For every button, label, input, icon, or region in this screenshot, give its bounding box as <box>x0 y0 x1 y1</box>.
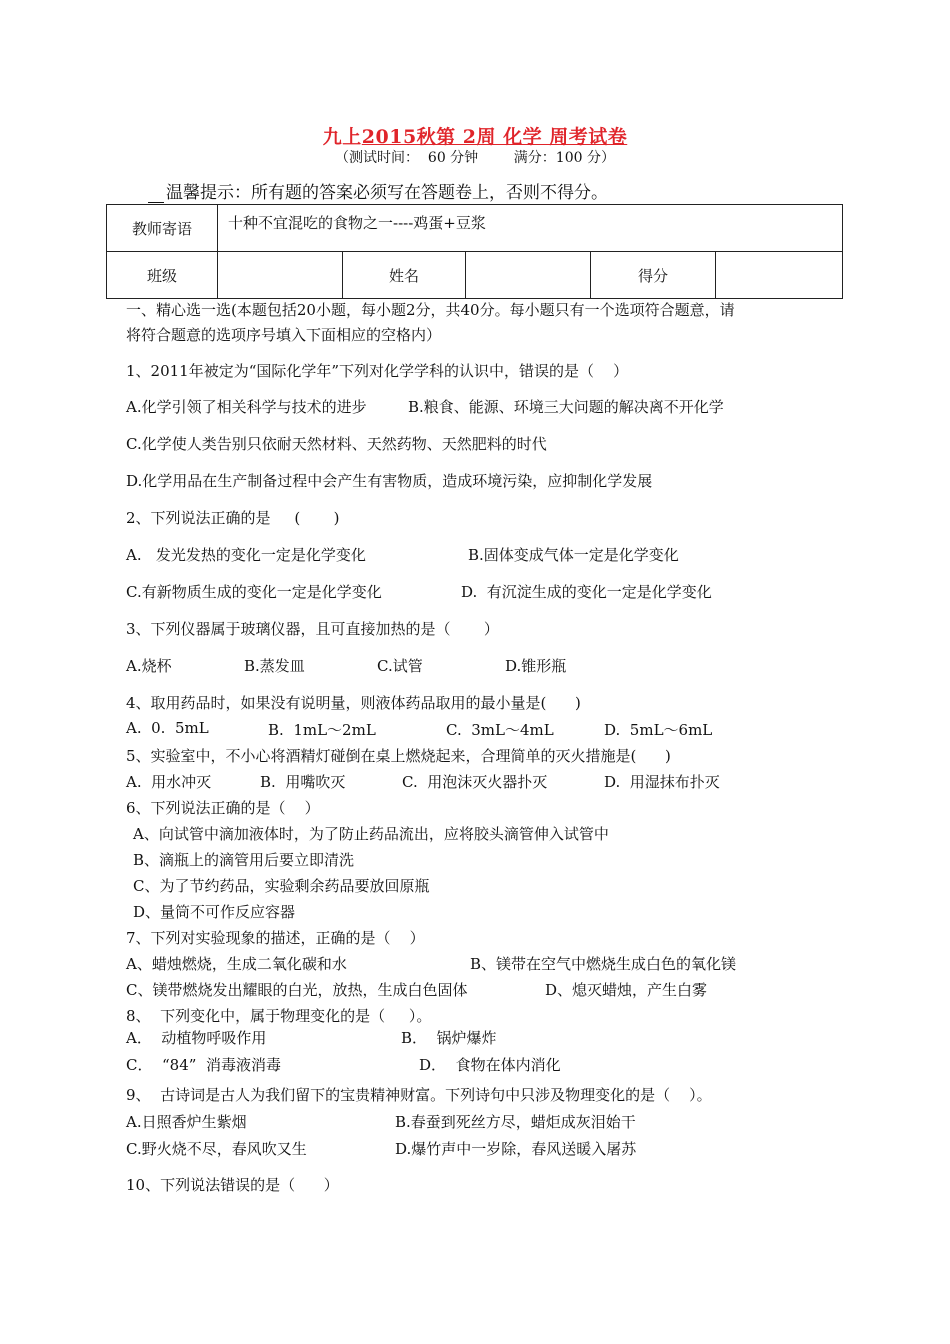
q6-option-d: D、量筒不可作反应容器 <box>133 903 296 921</box>
q10-stem: 10、下列说法错误的是（ ） <box>126 1176 339 1194</box>
q8-option-c: C． “84” 消毒液消毒 <box>126 1056 281 1074</box>
q8-stem: 8、 下列变化中，属于物理变化的是（ ）。 <box>126 1007 432 1025</box>
title-underlined: 2015秋第 2周 化学 周考试卷 <box>361 126 628 148</box>
q1-option-b: B.粮食、能源、环境三大问题的解决离不开化学 <box>408 398 724 416</box>
class-field[interactable] <box>218 252 343 299</box>
q9-option-d: D.爆竹声中一岁除，春风送暖入屠苏 <box>395 1140 637 1158</box>
q2-stem: 2、下列说法正确的是 ( ) <box>126 509 340 527</box>
q8-option-b: B． 锅炉爆炸 <box>401 1029 497 1047</box>
q1-stem: 1、2011年被定为“国际化学年”下列对化学学科的认识中，错误的是（ ） <box>126 362 629 380</box>
q3-option-d: D.锥形瓶 <box>505 657 567 675</box>
q6-option-c: C、为了节约药品，实验剩余药品要放回原瓶 <box>133 877 430 895</box>
q4-option-b: B. 1mL～2mL <box>268 721 376 739</box>
exam-subtitle: （测试时间： 60 分钟 满分：100 分） <box>335 150 615 166</box>
q5-option-b: B. 用嘴吹灭 <box>260 773 346 791</box>
warm-tip <box>148 178 608 203</box>
tip-text: 温馨提示：所有题的答案必须写在答题卷上，否则不得分。 <box>166 183 608 203</box>
q3-stem: 3、下列仪器属于玻璃仪器，且可直接加热的是（ ） <box>126 620 499 638</box>
q5-option-c: C. 用泡沫灭火器扑灭 <box>402 773 548 791</box>
tip-blank <box>148 186 164 203</box>
q4-option-d: D. 5mL～6mL <box>604 721 713 739</box>
q2-option-b: B.固体变成气体一定是化学变化 <box>468 546 679 564</box>
q4-option-c: C. 3mL～4mL <box>446 721 554 739</box>
q5-option-d: D. 用湿抹布扑灭 <box>604 773 720 791</box>
q2-option-a: A. 发光发热的变化一定是化学变化 <box>126 546 366 564</box>
info-table <box>106 204 843 299</box>
section-instructions-1: 一、精心选一选(本题包括20小题，每小题2分，共40分。每小题只有一个选项符合题意，请 <box>126 301 735 319</box>
q3-option-c: C.试管 <box>377 657 423 675</box>
q7-option-b: B、镁带在空气中燃烧生成白色的氧化镁 <box>470 955 737 973</box>
teacher-message: 十种不宜混吃的食物之一----鸡蛋+豆浆 <box>218 205 843 252</box>
q6-stem: 6、下列说法正确的是（ ） <box>126 799 320 817</box>
q2-option-c: C.有新物质生成的变化一定是化学变化 <box>126 583 382 601</box>
class-label: 班级 <box>107 252 218 299</box>
name-field[interactable] <box>466 252 591 299</box>
q7-option-d: D、熄灭蜡烛，产生白雾 <box>545 981 708 999</box>
score-label: 得分 <box>591 252 716 299</box>
name-label: 姓名 <box>343 252 466 299</box>
q7-option-a: A、蜡烛燃烧，生成二氧化碳和水 <box>126 955 347 973</box>
q4-stem: 4、取用药品时，如果没有说明量，则液体药品取用的最小量是( ) <box>126 694 581 712</box>
teacher-label: 教师寄语 <box>107 205 218 252</box>
q1-option-d: D.化学用品在生产制备过程中会产生有害物质，造成环境污染，应抑制化学发展 <box>126 472 653 490</box>
exam-title <box>0 122 950 149</box>
section-instructions-2: 将符合题意的选项序号填入下面相应的空格内） <box>126 326 442 344</box>
q4-option-a: A. 0. 5mL <box>126 719 209 737</box>
q2-option-d: D. 有沉淀生成的变化一定是化学变化 <box>461 583 712 601</box>
score-field[interactable] <box>716 252 843 299</box>
q8-option-a: A． 动植物呼吸作用 <box>126 1029 267 1047</box>
q5-stem: 5、实验室中，不小心将酒精灯碰倒在桌上燃烧起来，合理简单的灭火措施是( ) <box>126 747 671 765</box>
q9-stem: 9、 古诗词是古人为我们留下的宝贵精神财富。下列诗句中只涉及物理变化的是（ ）。 <box>126 1086 712 1104</box>
q9-option-b: B.春蚕到死丝方尽，蜡炬成灰泪始干 <box>395 1113 636 1131</box>
q6-option-a: A、向试管中滴加液体时，为了防止药品流出，应将胶头滴管伸入试管中 <box>133 825 609 843</box>
q6-option-b: B、滴瓶上的滴管用后要立即清洗 <box>133 851 355 869</box>
q8-option-d: D． 食物在体内消化 <box>419 1056 561 1074</box>
q7-stem: 7、下列对实验现象的描述，正确的是（ ） <box>126 929 425 947</box>
q3-option-b: B.蒸发皿 <box>244 657 305 675</box>
q1-option-c: C.化学使人类告别只依耐天然材料、天然药物、天然肥料的时代 <box>126 435 547 453</box>
q5-option-a: A. 用水冲灭 <box>126 773 212 791</box>
q7-option-c: C、镁带燃烧发出耀眼的白光，放热，生成白色固体 <box>126 981 468 999</box>
title-prefix: 九上 <box>322 126 362 148</box>
q9-option-c: C.野火烧不尽，春风吹又生 <box>126 1140 307 1158</box>
q9-option-a: A.日照香炉生紫烟 <box>126 1113 247 1131</box>
q3-option-a: A.烧杯 <box>126 657 172 675</box>
q1-option-a: A.化学引领了相关科学与技术的进步 <box>126 398 367 416</box>
